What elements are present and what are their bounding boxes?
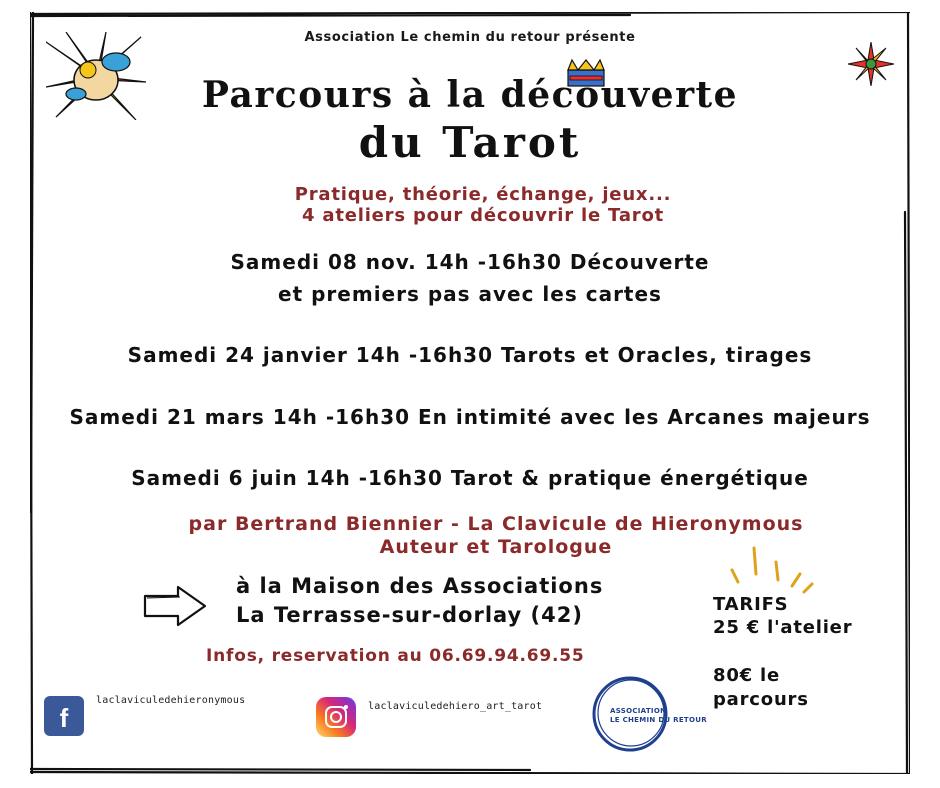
title-line-2: du Tarot [358, 118, 582, 167]
association-logo [590, 674, 707, 754]
sunburst-rays [724, 544, 818, 594]
tarifs-label: TARIFS [713, 594, 789, 615]
session-3: Samedi 21 mars 14h -16h30 En intimité avec les Arcanes majeurs [69, 405, 871, 429]
title-line-1: Parcours à la découverte [201, 74, 739, 116]
session-4: Samedi 6 juin 14h -16h30 Tarot & pratique énergétique [131, 466, 809, 490]
location-line-1: à la Maison des Associations [236, 574, 604, 598]
arrow-right-icon [142, 584, 208, 628]
subtitle-line-2: 4 ateliers pour découvrir le Tarot [301, 205, 665, 226]
presenter-line: Association Le chemin du retour présente [304, 30, 636, 45]
logo-text-line-2: LE CHEMIN DU RETOUR [610, 716, 707, 724]
tarif-parcours-line-2: parcours [713, 689, 809, 710]
subtitle-line-1: Pratique, théorie, échange, jeux... [294, 184, 672, 205]
session-1-line-2: et premiers pas avec les cartes [278, 282, 662, 306]
tarif-atelier: 25 € l'atelier [713, 617, 853, 638]
author-line-1: par Bertrand Biennier - La Clavicule de Hieronymous [188, 513, 804, 535]
location-line-2: La Terrasse-sur-dorlay (42) [236, 603, 583, 627]
tarif-parcours-line-1: 80€ le [713, 665, 781, 686]
logo-text-line-1: ASSOCIATION [610, 707, 667, 715]
facebook-handle[interactable]: laclaviculedehieronymous [96, 695, 246, 706]
session-2: Samedi 24 janvier 14h -16h30 Tarots et Oracles, tirages [127, 343, 813, 367]
session-1-line-1: Samedi 08 nov. 14h -16h30 Découverte [230, 250, 710, 274]
author-line-2: Auteur et Tarologue [379, 536, 613, 558]
facebook-icon[interactable]: f [44, 696, 84, 736]
instagram-icon[interactable] [316, 697, 356, 737]
infos-reservation: Infos, reservation au 06.69.94.69.55 [206, 646, 585, 666]
instagram-handle[interactable]: laclaviculedehiero_art_tarot [368, 701, 543, 712]
